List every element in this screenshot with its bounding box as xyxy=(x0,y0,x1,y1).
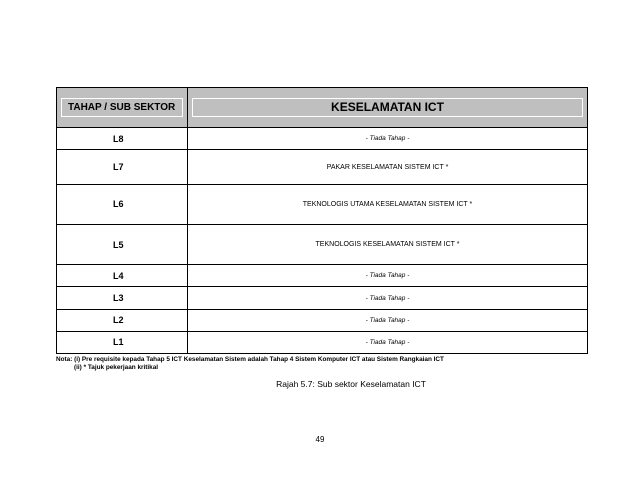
level-cell: L4 xyxy=(57,265,188,287)
figure-caption-wrap xyxy=(0,379,638,389)
description-cell: TEKNOLOGIS UTAMA KESELAMATAN SISTEM ICT * xyxy=(188,184,588,224)
description-cell: - Tiada Tahap - xyxy=(188,128,588,150)
description-cell: - Tiada Tahap - xyxy=(188,265,588,287)
level-cell: L5 xyxy=(57,225,188,265)
subsector-table xyxy=(56,87,588,354)
header-sector-cell xyxy=(188,88,588,128)
figure-caption: Rajah 5.7: Sub sektor Keselamatan ICT xyxy=(276,379,426,389)
note-prerequisite: Nota: (i) Pre requisite kepada Tahap 5 ICT Keselamatan Sistem adalah Tahap 4 Sistem Komputer ICT atau Sistem Rangkaian ICT xyxy=(56,356,444,363)
header-sector-label: KESELAMATAN ICT xyxy=(192,98,583,117)
table-row xyxy=(57,225,588,265)
header-level-label: TAHAP / SUB SEKTOR xyxy=(61,98,183,117)
description-cell: PAKAR KESELAMATAN SISTEM ICT * xyxy=(188,150,588,184)
table-header-row xyxy=(57,88,588,128)
table-row xyxy=(57,184,588,224)
table-row xyxy=(57,331,588,353)
table-row xyxy=(57,309,588,331)
note-critical: (ii) * Tajuk pekerjaan kritikal xyxy=(74,364,159,371)
level-cell: L2 xyxy=(57,309,188,331)
page-number-wrap xyxy=(0,435,638,444)
level-cell: L7 xyxy=(57,150,188,184)
level-cell: L6 xyxy=(57,184,188,224)
table-row xyxy=(57,287,588,309)
table-row xyxy=(57,150,588,184)
level-cell: L3 xyxy=(57,287,188,309)
description-cell: - Tiada Tahap - xyxy=(188,287,588,309)
description-cell: TEKNOLOGIS KESELAMATAN SISTEM ICT * xyxy=(188,225,588,265)
page-number: 49 xyxy=(315,435,325,444)
level-cell: L1 xyxy=(57,331,188,353)
level-cell: L8 xyxy=(57,128,188,150)
table-row xyxy=(57,128,588,150)
header-level-cell xyxy=(57,88,188,128)
description-cell: - Tiada Tahap - xyxy=(188,309,588,331)
table-row xyxy=(57,265,588,287)
description-cell: - Tiada Tahap - xyxy=(188,331,588,353)
